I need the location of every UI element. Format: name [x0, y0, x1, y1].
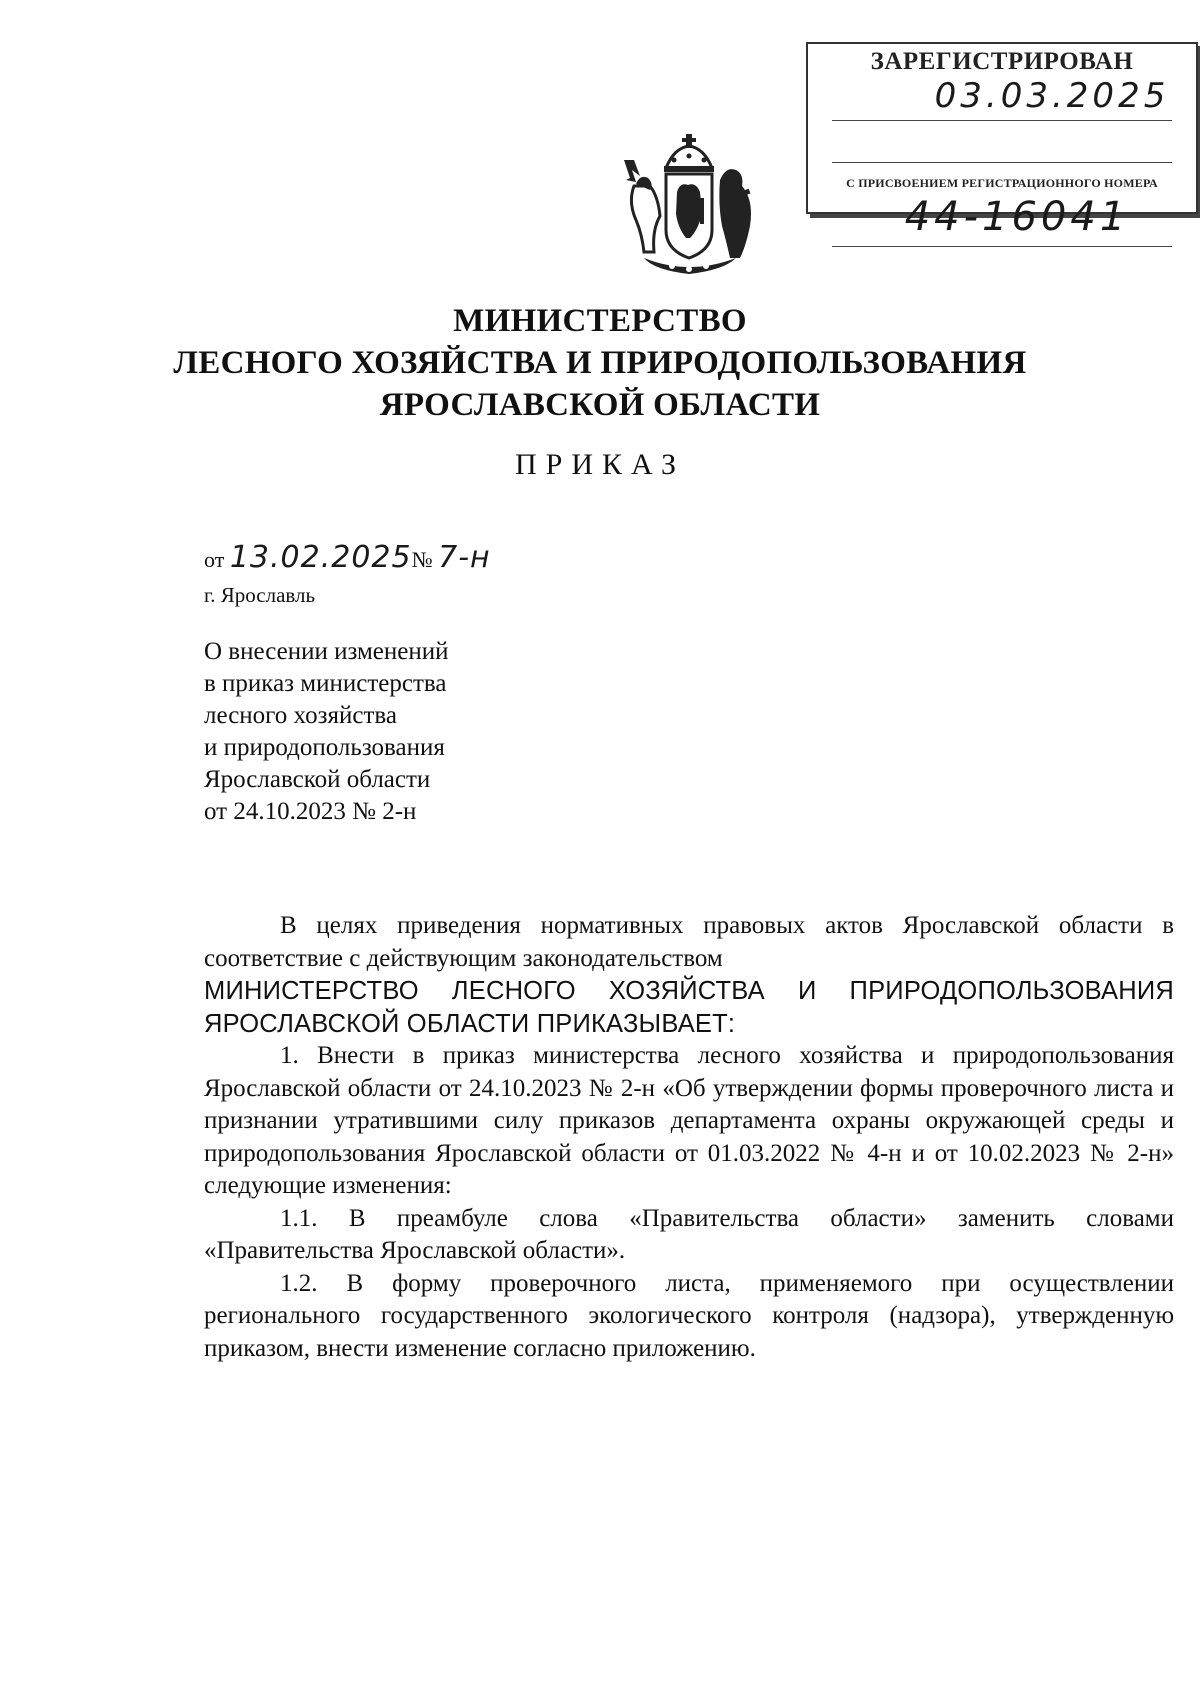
order-date-number [204, 540, 491, 580]
order-body [204, 910, 1174, 1365]
document-type: ПРИКАЗ [515, 448, 685, 481]
registration-stamp [806, 42, 1198, 240]
orders-paragraph [204, 975, 1174, 1040]
subject-line: и природопользования [204, 734, 445, 761]
ministry-line-3: ЯРОСЛАВСКОЙ ОБЛАСТИ [379, 387, 821, 423]
subject-line: лесного хозяйства [204, 702, 397, 729]
stamp-title: ЗАРЕГИСТРИРОВАН [870, 48, 1134, 75]
from-label: от [204, 547, 225, 572]
order-subject [204, 636, 524, 828]
orders-line-1: МИНИСТЕРСТВО ЛЕСНОГО ХОЗЯЙСТВА И ПРИРОДОПОЛЬЗОВАНИЯ [204, 977, 1174, 1005]
preamble-paragraph: В целях приведения нормативных правовых актов Ярославской области в соответствие с действующим законодательством [204, 912, 1174, 972]
stamp-date: 03.03.2025 [934, 76, 1170, 116]
number-label: № [411, 547, 433, 572]
subject-line: Ярославской области [204, 766, 431, 793]
yaroslavl-coat-of-arms-icon [614, 130, 764, 280]
stamp-divider [832, 246, 1172, 247]
ministry-line-2: ЛЕСНОГО ХОЗЯЙСТВА И ПРИРОДОПОЛЬЗОВАНИЯ [173, 345, 1027, 381]
subject-line: в приказ министерства [204, 670, 447, 697]
stamp-registration-number: 44-16041 [904, 194, 1130, 240]
ministry-header [0, 300, 1200, 426]
order-date: 13.02.2025 [229, 540, 412, 575]
stamp-divider [832, 120, 1172, 121]
stamp-divider [832, 162, 1172, 163]
ministry-line-1: МИНИСТЕРСТВО [453, 303, 747, 339]
orders-line-2: ЯРОСЛАВСКОЙ ОБЛАСТИ ПРИКАЗЫВАЕТ: [204, 1009, 736, 1038]
order-number: 7-н [438, 540, 491, 575]
subject-line: О внесении изменений [204, 638, 449, 665]
stamp-subtitle: С ПРИСВОЕНИЕМ РЕГИСТРАЦИОННОГО НОМЕРА [846, 176, 1158, 190]
item-1-2-paragraph: 1.2. В форму проверочного листа, применяемого при осуществлении регионального государственного экологического контроля (надзора), утвержденную приказом, внести изменение согласно приложению. [204, 1269, 1174, 1362]
subject-line: от 24.10.2023 № 2-н [204, 798, 417, 825]
item-1-1-paragraph: 1.1. В преамбуле слова «Правительства области» заменить словами «Правительства Ярославской области». [204, 1204, 1174, 1264]
item-1-paragraph: 1. Внести в приказ министерства лесного хозяйства и природопользования Ярославской области от 24.10.2023 № 2-н «Об утверждении формы проверочного листа и признании утратившими силу приказов департамента охраны окружающей среды и природопользования Ярославской области от 01.03.2022 № 4-н и от 10.02.2023 № 2-н» следующие изменения: [204, 1042, 1174, 1199]
city: г. Ярославль [204, 583, 316, 607]
